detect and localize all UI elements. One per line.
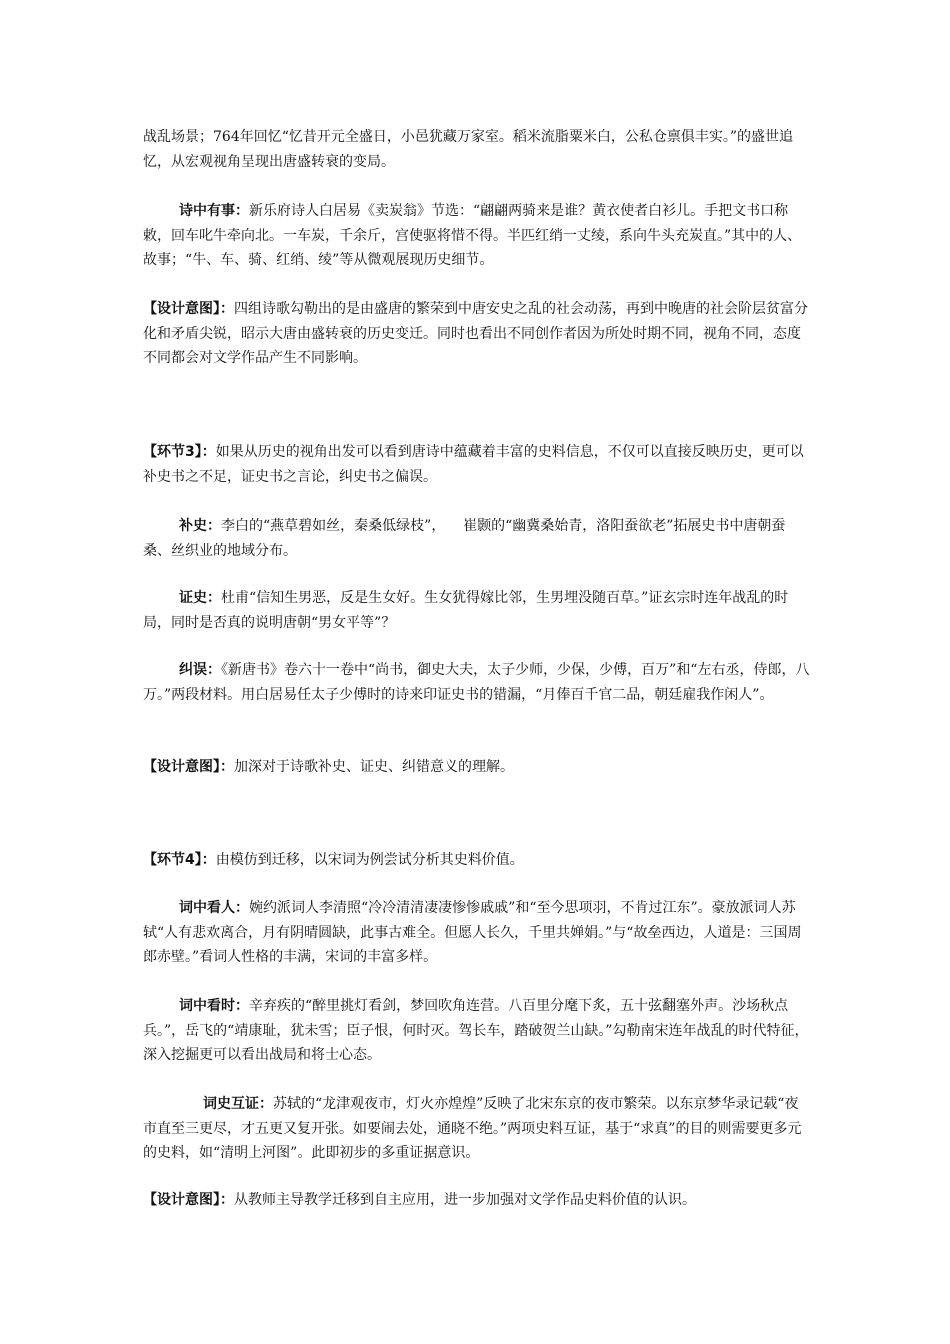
- paragraph-poem-events: [143, 199, 811, 273]
- paragraph-label: 纠误：: [179, 662, 221, 678]
- paragraph-design-intent-1: [143, 297, 811, 371]
- paragraph-text: 战乱场景；764年回忆“忆昔开元全盛日，小邑犹藏万家室。稻米流脂粟米白，公私仓禀俱丰实。”的盛世追忆，从宏观视角呈现出唐盛转衰的变局。: [143, 129, 794, 170]
- paragraph-design-intent-2: [143, 755, 811, 780]
- paragraph-text: 从教师主导教学迁移到自主应用，进一步加强对文学作品史料价值的认识。: [234, 1192, 696, 1208]
- paragraph-text: 《新唐书》卷六十一卷中“尚书，御史大夫，太子少师，少保，少傅，百万”和“左右丞，侍郎，八万。”两段材料。用白居易任太子少傅时的诗来印证史书的错漏，“月俸百千官二品，朝廷雇我作闲人”。: [143, 662, 810, 703]
- paragraph-war-scene: [143, 125, 811, 174]
- paragraph-label: 词中看时：: [179, 998, 249, 1014]
- paragraph-correct-error: [143, 658, 811, 707]
- paragraph-text: 新乐府诗人白居易《卖炭翁》节选：“翩翩两骑来是谁？黄衣使者白衫儿。手把文书口称敕，回车叱牛牵向北。一车炭，千余斤，宫使驱将惜不得。半匹红绡一丈绫，系向牛头充炭直。”其中的人、故事；“牛、车、骑、红绡、绫”等从微观展现历史细节。: [143, 203, 802, 268]
- paragraph-text: 李白的“燕草碧如丝，秦桑低绿枝”， 崔颢的“幽冀桑始青，洛阳蚕欲老”拓展史书中唐朝蚕桑、丝织业的地域分布。: [143, 518, 786, 559]
- paragraph-ci-people: [143, 896, 811, 970]
- paragraph-text: 加深对于诗歌补史、证史、纠错意义的理解。: [234, 759, 514, 775]
- paragraph-text: 辛弃疾的“醉里挑灯看剑，梦回吹角连营。八百里分麾下炙，五十弦翻塞外声。沙场秋点兵。”，岳飞的“靖康耻，犹未雪；臣子恨，何时灭。驾长车，踏破贺兰山缺。”勾勒南宋连年战乱的时代特征，深入挖掘更可以看出战局和将士心态。: [143, 998, 809, 1063]
- paragraph-text: 如果从历史的视角出发可以看到唐诗中蕴藏着丰富的史料信息，不仅可以直接反映历史，更可以补史书之不足，证史书之言论，纠史书之偏误。: [143, 444, 804, 485]
- paragraph-label: 诗中有事：: [179, 203, 249, 219]
- paragraph-label: 【环节4】：: [143, 852, 216, 868]
- paragraph-label: 【设计意图】：: [143, 1192, 234, 1208]
- paragraph-text: 四组诗歌勾勒出的是由盛唐的繁荣到中唐安史之乱的社会动荡，再到中晚唐的社会阶层贫富分化和矛盾尖锐，昭示大唐由盛转衰的历史变迁。同时也看出不同创作者因为所处时期不同，视角不同，态度不同都会对文学作品产生不同影响。: [143, 301, 808, 366]
- paragraph-label: 词中看人：: [179, 900, 249, 916]
- paragraph-ci-times: [143, 994, 811, 1068]
- paragraph-text: 苏轼的“龙津观夜市，灯火亦煌煌”反映了北宋东京的夜市繁荣。以东京梦华录记载“夜市直至三更尽，才五更又复开张。如要闹去处，通晓不绝。”两项史料互证，基于“求真”的目的则需要更多元的史料，如“清明上河图”。此即初步的多重证据意识。: [143, 1096, 802, 1161]
- paragraph-label: 【设计意图】：: [143, 759, 234, 775]
- paragraph-design-intent-3: [143, 1188, 811, 1213]
- paragraph-supplement-history: [143, 514, 811, 563]
- paragraph-section-4: [143, 848, 811, 873]
- paragraph-verify-history: [143, 586, 811, 635]
- paragraph-label: 词史互证：: [203, 1096, 273, 1112]
- paragraph-ci-history-mutual: [143, 1092, 811, 1166]
- paragraph-label: 【环节3】：: [143, 444, 216, 460]
- paragraph-label: 【设计意图】：: [143, 301, 234, 317]
- paragraph-text: 杜甫“信知生男恶，反是生女好。生女犹得嫁比邻，生男埋没随百草。”证玄宗时连年战乱的时局，同时是否真的说明唐朝“男女平等”？: [143, 590, 789, 631]
- paragraph-text: 婉约派词人李清照“冷冷清清凄凄惨惨戚戚”和“至今思项羽，不肯过江东”。豪放派词人苏轼“人有悲欢离合，月有阴晴圆缺，此事古难全。但愿人长久，千里共婵娟。”与“故垒西边，人道是：三国周郎赤壁。”看词人性格的丰满，宋词的丰富多样。: [143, 900, 802, 965]
- paragraph-label: 补史：: [179, 518, 221, 534]
- paragraph-text: 由模仿到迁移，以宋词为例尝试分析其史料价值。: [215, 852, 524, 868]
- paragraph-label: 证史：: [179, 590, 221, 606]
- paragraph-section-3: [143, 440, 811, 489]
